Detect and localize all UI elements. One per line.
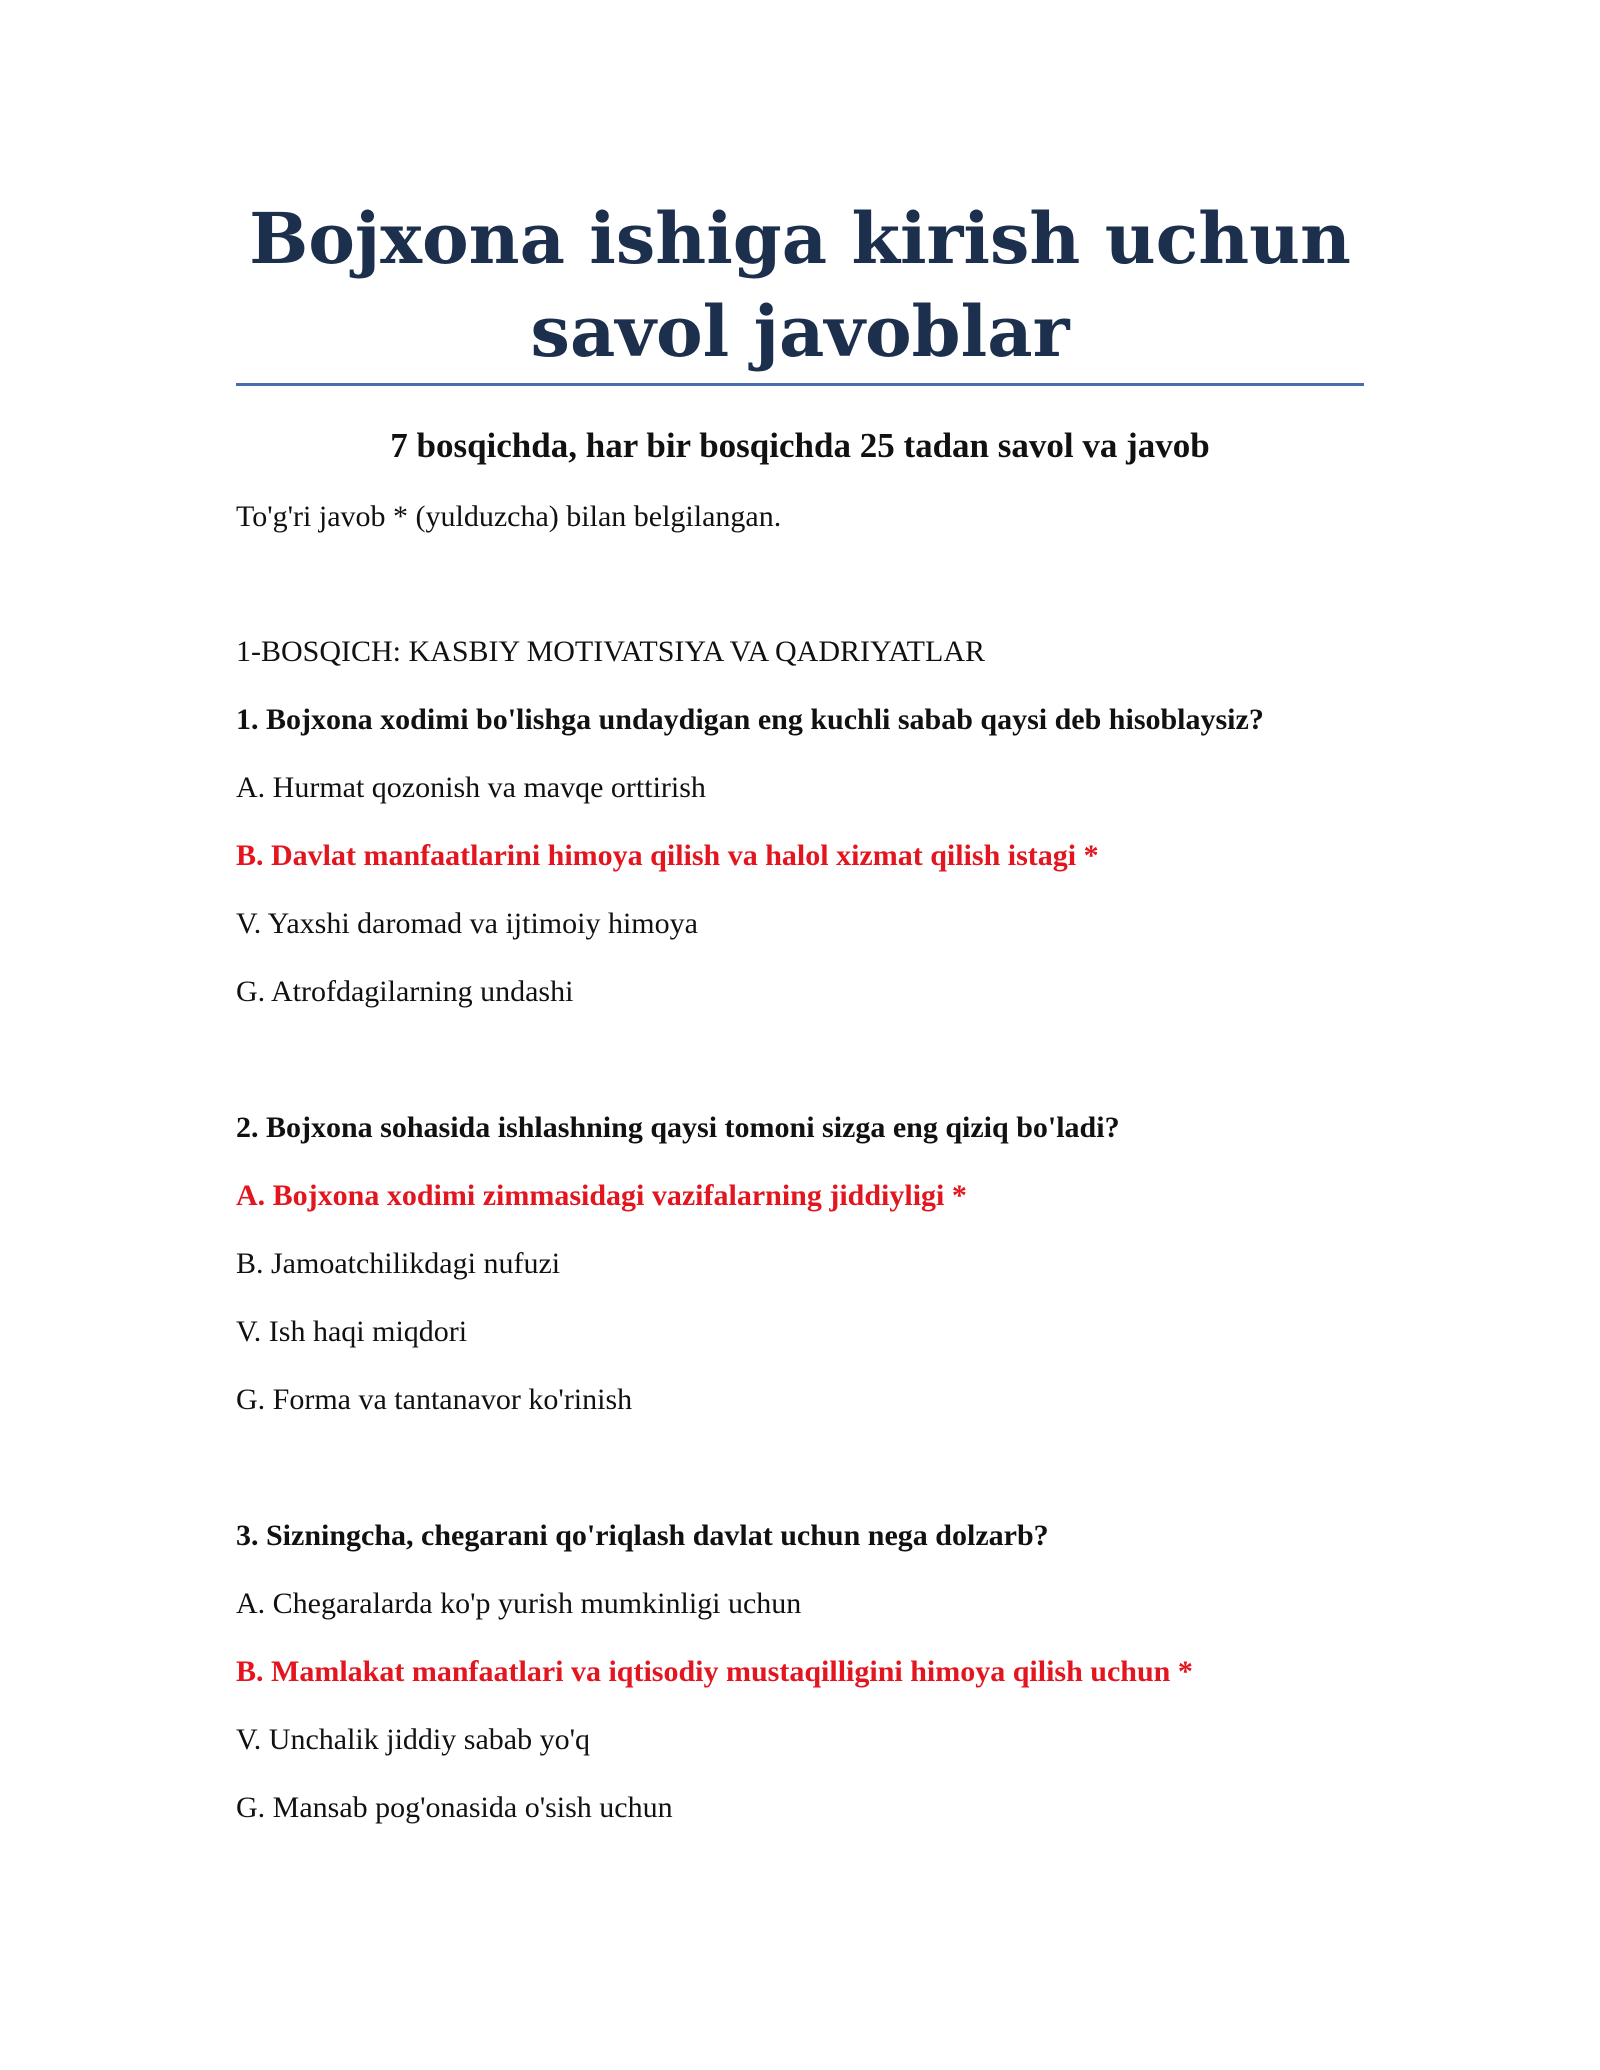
document-subtitle: 7 bosqichda, har bir bosqichda 25 tadan savol va javob [390, 426, 1210, 465]
correct-answer-option: B. Davlat manfaatlarini himoya qilish va halol xizmat qilish istagi * [236, 839, 1099, 872]
correct-answer-option: A. Bojxona xodimi zimmasidagi vazifalarning jiddiyligi * [236, 1179, 967, 1212]
answer-option: A. Hurmat qozonish va mavqe orttirish [236, 771, 706, 804]
answer-option: V. Unchalik jiddiy sabab yo'q [236, 1723, 590, 1756]
question-text: 2. Bojxona sohasida ishlashning qaysi tomoni sizga eng qiziq bo'ladi? [236, 1111, 1120, 1144]
question-text: 1. Bojxona xodimi bo'lishga undaydigan eng kuchli sabab qaysi deb hisoblaysiz? [236, 703, 1264, 736]
answer-option: G. Atrofdagilarning undashi [236, 975, 574, 1008]
answer-option: V. Ish haqi miqdori [236, 1315, 468, 1348]
intro-note: To'g'ri javob * (yulduzcha) bilan belgilangan. [236, 500, 782, 533]
answer-option: A. Chegaralarda ko'p yurish mumkinligi uchun [236, 1587, 802, 1620]
answer-option: G. Mansab pog'onasida o'sish uchun [236, 1791, 673, 1824]
section-heading: 1-BOSQICH: KASBIY MOTIVATSIYA VA QADRIYATLAR [236, 635, 985, 668]
document-title [236, 192, 1364, 378]
answer-option: G. Forma va tantanavor ko'rinish [236, 1383, 633, 1416]
title-line-1: Bojxona ishiga kirish uchun [249, 197, 1351, 280]
title-divider [236, 383, 1364, 386]
answer-option: B. Jamoatchilikdagi nufuzi [236, 1247, 561, 1280]
title-line-2: savol javoblar [530, 290, 1070, 373]
correct-answer-option: B. Mamlakat manfaatlari va iqtisodiy mustaqilligini himoya qilish uchun * [236, 1655, 1193, 1688]
question-text: 3. Sizningcha, chegarani qo'riqlash davlat uchun nega dolzarb? [236, 1519, 1049, 1552]
answer-option: V. Yaxshi daromad va ijtimoiy himoya [236, 907, 698, 940]
